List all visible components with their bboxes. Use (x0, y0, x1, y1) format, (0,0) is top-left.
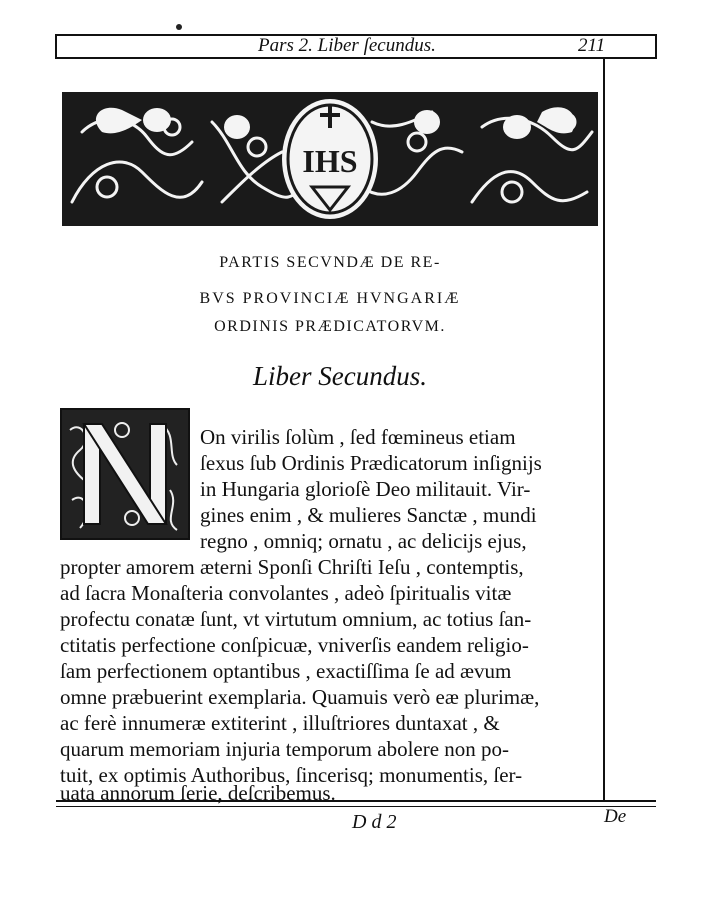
ornament-headpiece (62, 92, 598, 226)
text-line: tuit, ex optimis Authoribus, ſincerisq; monumentis, ſer- (60, 763, 523, 787)
text-line: ſam perfectionem optantibus , exactiſſima ſe ad ævum (60, 659, 512, 683)
chapter-title-line-2: BVS PROVINCIÆ HVNGARIÆ (199, 290, 461, 307)
right-border-rule (603, 58, 605, 800)
chapter-title-line-1: PARTIS SECVNDÆ DE RE- (219, 254, 441, 271)
text-line: gines enim , & mulieres Sanctæ , mundi (200, 503, 537, 527)
text-line: uata annorum ſerie, deſcribemus. (60, 781, 336, 805)
text-line: ſexus ſub Ordinis Prædicatorum inſignijs (200, 451, 542, 475)
header-left-rule (55, 34, 57, 59)
text-line: On virilis ſolùm , ſed fœmineus etiam (200, 425, 516, 449)
footer-rule-thin (56, 806, 656, 807)
ornament-monogram: IHS (302, 143, 358, 179)
running-head: Pars 2. Liber ſecundus. (258, 35, 436, 56)
text-line: regno , omniq; ornatu , ac delicijs ejus, (200, 529, 527, 553)
text-line: in Hungaria glorioſè Deo militauit. Vir- (200, 477, 531, 501)
book-subtitle: Liber Secundus. (253, 361, 427, 391)
header-right-rule (655, 34, 657, 59)
header-underline-rule (56, 57, 656, 59)
text-line: propter amorem æterni Sponſi Chriſti Ieſu , contemptis, (60, 555, 524, 579)
text-line: quarum memoriam injuria temporum abolere non po- (60, 737, 510, 761)
text-line: ctitatis perfectione conſpicuæ, vniverſis eandem religio- (60, 633, 529, 657)
catchword: De (604, 806, 627, 827)
text-line: profectu conatæ ſunt, vt virtutum omnium, ac totius ſan- (60, 607, 532, 631)
text-line: ad ſacra Monaſteria convolantes , adeò ſpiritualis vitæ (60, 581, 512, 605)
decorated-initial (60, 408, 190, 540)
printer-mark (176, 24, 182, 30)
initial-n-icon (62, 410, 188, 538)
chapter-title-line-3: ORDINIS PRÆDICATORVM. (214, 318, 446, 335)
text-line: ac ferè innumeræ extiterint , illuſtriores duntaxat , & (60, 711, 500, 735)
page-number: 211 (578, 35, 606, 56)
text-line: omne præbuerint exemplaria. Quamuis verò eæ plurimæ, (60, 685, 540, 709)
signature-mark: D d 2 (352, 811, 397, 833)
